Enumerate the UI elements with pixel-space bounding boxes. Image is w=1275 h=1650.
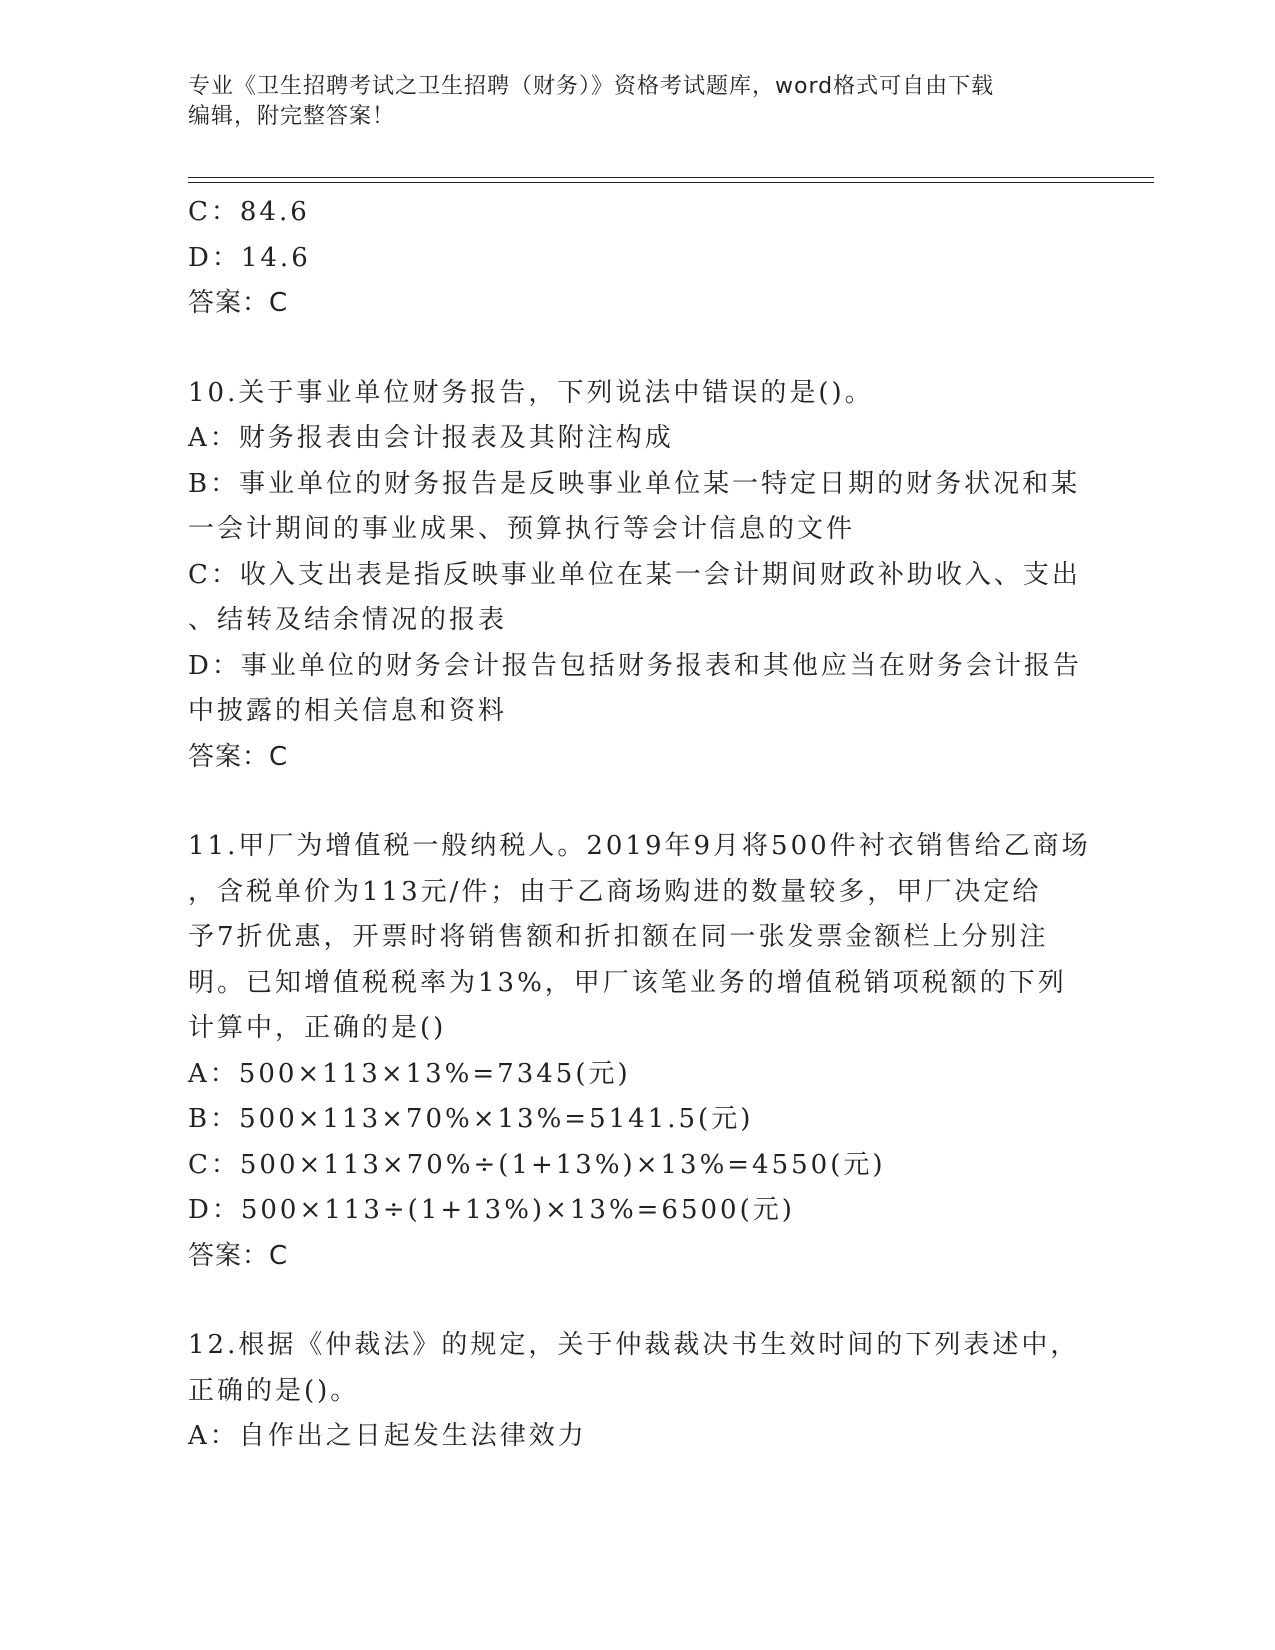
q11-option-b: B：500×113×70%×13%=5141.5(元) xyxy=(188,1104,754,1134)
q11-stem-line-4: 明。已知增值税税率为13%，甲厂该笔业务的增值税销项税额的下列 xyxy=(188,967,1067,998)
q11-stem-line-3: 予7折优惠，开票时将销售额和折扣额在同一张发票金额栏上分别注 xyxy=(188,922,1049,952)
page-header xyxy=(188,72,1088,132)
question-9-tail xyxy=(188,190,1088,327)
q9-answer: 答案：C xyxy=(188,288,289,318)
q9-option-c: C：84.6 xyxy=(188,197,310,227)
q12-option-a: A：自作出之日起发生法律效力 xyxy=(188,1421,587,1451)
q9-option-d: D：14.6 xyxy=(188,242,311,273)
header-divider-bottom xyxy=(188,182,1154,183)
q11-stem-line-5: 计算中，正确的是() xyxy=(188,1013,447,1043)
spacer xyxy=(188,327,1088,371)
q10-answer: 答案：C xyxy=(188,741,289,772)
q10-option-a: A：财务报表由会计报表及其附注构成 xyxy=(188,423,674,453)
question-10 xyxy=(188,371,1088,781)
q10-stem: 10.关于事业单位财务报告，下列说法中错误的是()。 xyxy=(188,377,874,408)
q11-stem-line-2: ，含税单价为113元/件；由于乙商场购进的数量较多，甲厂决定给 xyxy=(188,876,1042,907)
question-content xyxy=(188,190,1091,1460)
header-line-1: 专业《卫生招聘考试之卫生招聘（财务）》资格考试题库，word格式可自由下载 xyxy=(188,74,995,99)
q12-stem-line-1: 12.根据《仲裁法》的规定，关于仲裁裁决书生效时间的下列表述中， xyxy=(188,1330,1080,1360)
question-11 xyxy=(188,824,1091,1279)
header-line-2: 编辑，附完整答案！ xyxy=(188,104,396,129)
q10-option-d-line-1: D：事业单位的财务会计报告包括财务报表和其他应当在财务会计报告 xyxy=(188,650,1082,681)
q10-option-c-line-1: C：收入支出表是指反映事业单位在某一会计期间财政补助收入、支出 xyxy=(188,559,1081,590)
q12-stem-line-2: 正确的是()。 xyxy=(188,1375,360,1406)
spacer xyxy=(188,780,1088,824)
q10-option-b-line-1: B：事业单位的财务报告是反映事业单位某一特定日期的财务状况和某 xyxy=(188,468,1081,499)
spacer xyxy=(188,1279,1088,1323)
q11-option-c: C：500×113×70%÷(1+13%)×13%=4550(元) xyxy=(188,1149,886,1180)
q10-option-d-line-2: 中披露的相关信息和资料 xyxy=(188,696,508,726)
q11-answer: 答案：C xyxy=(188,1240,289,1271)
q10-option-c-line-2: 、结转及结余情况的报表 xyxy=(188,605,508,635)
header-divider-top xyxy=(188,177,1154,178)
q11-option-a: A：500×113×13%=7345(元) xyxy=(188,1058,631,1089)
question-12 xyxy=(188,1323,1088,1460)
q10-option-b-line-2: 一会计期间的事业成果、预算执行等会计信息的文件 xyxy=(188,514,856,544)
q11-stem-line-1: 11.甲厂为增值税一般纳税人。2019年9月将500件衬衣销售给乙商场 xyxy=(188,831,1091,861)
q11-option-d: D：500×113÷(1+13%)×13%=6500(元) xyxy=(188,1195,795,1225)
